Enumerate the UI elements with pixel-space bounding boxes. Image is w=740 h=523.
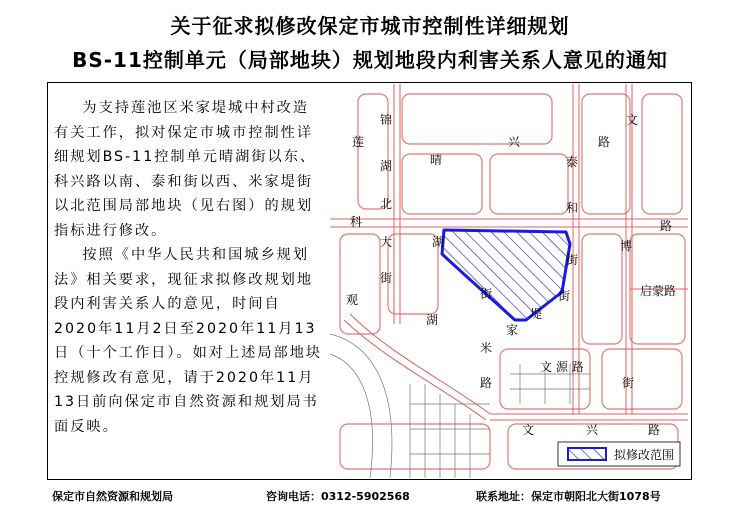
label-wen1: 文 <box>626 113 639 127</box>
label-di: 堤 <box>530 307 543 321</box>
notice-title-line1: 关于征求拟修改保定市城市控制性详细规划 <box>170 14 570 38</box>
legend-label: 拟修改范围 <box>614 448 675 462</box>
label-jie4: 街 <box>622 376 635 390</box>
label-xing2: 兴 <box>586 423 599 437</box>
label-xing1: 兴 <box>508 135 521 149</box>
label-hu3: 湖 <box>426 313 439 327</box>
label-jia: 家 <box>506 323 519 337</box>
footer-phone: 咨询电话：0312-5902568 <box>266 490 410 503</box>
label-wenyuan: 文 源 路 <box>540 360 584 374</box>
label-jie4a: 街 <box>558 289 571 303</box>
label-lu3: 路 <box>660 219 673 233</box>
notice-body <box>54 96 324 439</box>
body-paragraph-1: 为支持莲池区米家堤城中村改造有关工作，拟对保定市城市控制性详细规划BS-11控制单元晴湖街以东、科兴路以南、泰和街以西、米家堤街以北范围局部地块（见右图）的规划指标进行修改。 <box>54 100 317 239</box>
label-jie1: 街 <box>380 271 393 285</box>
label-lu6: 路 <box>648 423 661 437</box>
label-hu2: 湖 <box>432 235 445 249</box>
footer-address: 联系地址：保定市朝阳北大街1078号 <box>476 490 661 503</box>
label-lian: 莲 <box>352 135 365 149</box>
label-wen2: 文 <box>522 423 535 437</box>
body-paragraph-2: 按照《中华人民共和国城乡规划法》相关要求，现征求拟修改规划地段内利害关系人的意见，时间自2020年11月2日至2020年11月13日（十个工作日）。如对上述局部地块控规修改有意见，请于2020年11月13日前向保定市自然资源和规划局书面反映。 <box>54 247 323 435</box>
label-guan: 观 <box>346 293 359 307</box>
label-jin: 锦 <box>380 113 393 127</box>
map-legend <box>558 442 680 466</box>
label-da: 大 <box>380 235 393 249</box>
label-hu1: 湖 <box>380 159 393 173</box>
label-jie2: 街 <box>480 287 493 301</box>
label-tai: 泰 <box>566 155 579 169</box>
footer-agency: 保定市自然资源和规划局 <box>52 490 173 503</box>
label-qimeng: 启蒙路 <box>640 284 677 298</box>
label-lu2: 路 <box>598 135 611 149</box>
planning-map <box>330 84 688 478</box>
modified-parcel <box>442 230 570 320</box>
legend-swatch <box>568 448 606 460</box>
label-mi: 米 <box>480 341 493 355</box>
label-he: 和 <box>566 201 579 215</box>
label-ke: 科 <box>350 215 363 229</box>
label-bo: 博 <box>620 239 633 253</box>
label-qing: 晴 <box>430 153 443 167</box>
notice-title-line2: BS-11控制单元（局部地块）规划地段内利害关系人意见的通知 <box>72 48 668 72</box>
label-bei: 北 <box>380 197 393 211</box>
label-lu4: 路 <box>480 376 493 390</box>
map-dense-area <box>330 334 590 478</box>
label-jie3: 街 <box>566 253 579 267</box>
